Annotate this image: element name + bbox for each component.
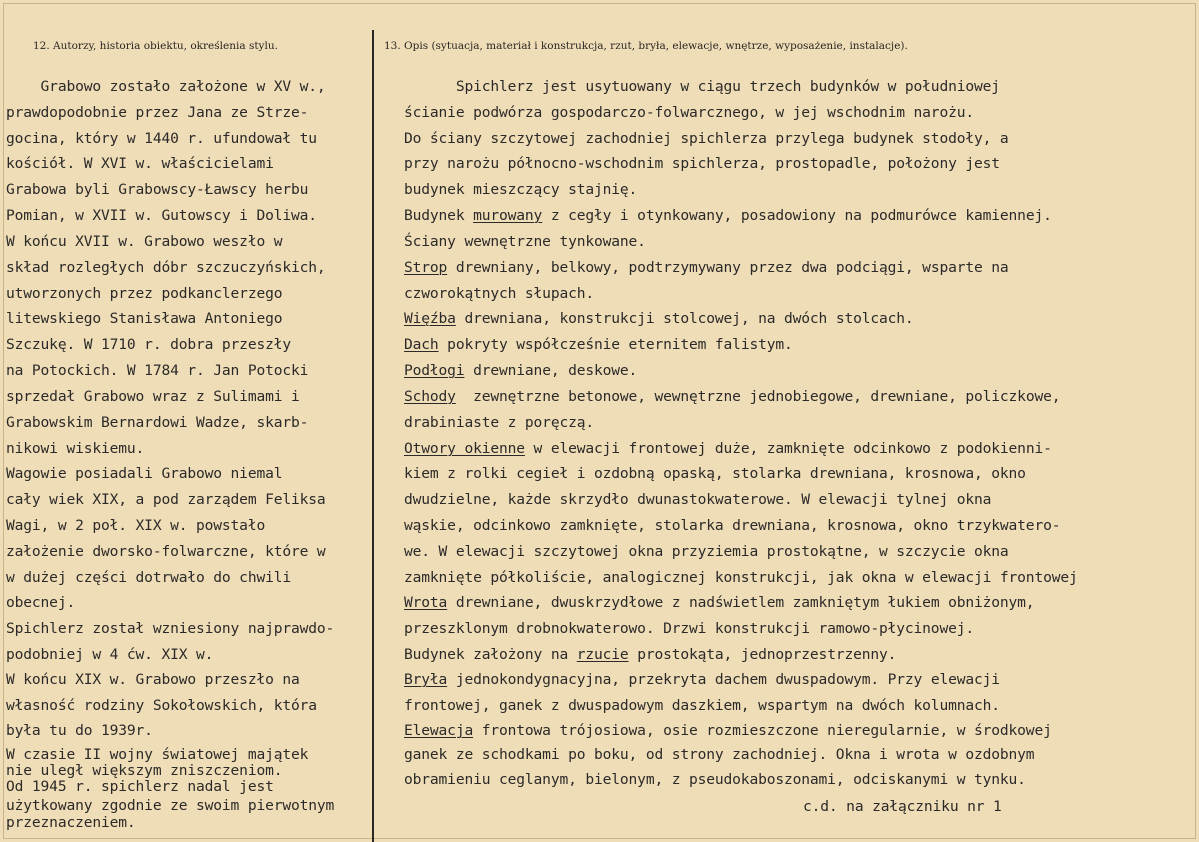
history-line: użytkowany zgodnie ze swoim pierwotnym (6, 797, 335, 814)
history-line: W końcu XVII w. Grabowo weszło w (6, 233, 283, 250)
line-text: prostokąta, jednoprzestrzenny. (628, 646, 897, 663)
column-divider (372, 30, 374, 842)
line-text: Budynek (404, 207, 474, 224)
history-line: W czasie II wojny światowej majątek (6, 746, 309, 763)
underlined-keyword: Otwory okienne (404, 440, 525, 457)
description-line (404, 671, 1000, 688)
line-text: drewniany, belkowy, podtrzymywany przez dwa podciągi, wsparte na (447, 259, 1009, 276)
description-line (404, 388, 1060, 405)
description-line (404, 181, 637, 198)
history-line: Grabowskim Bernardowi Wadze, skarb- (6, 414, 309, 431)
description-line (404, 543, 1009, 560)
description-line (404, 569, 1078, 586)
history-line: przeznaczeniem. (6, 814, 136, 831)
underlined-keyword: Bryła (404, 671, 448, 688)
history-line: kościół. W XVI w. właścicielami (6, 155, 274, 172)
description-line (404, 336, 793, 353)
line-text: frontowej, ganek z dwuspadowym daszkiem, wspartym na dwóch kolumnach. (404, 697, 1000, 714)
underlined-keyword: Schody (404, 388, 456, 405)
history-line: była tu do 1939r. (6, 722, 153, 739)
history-line: Od 1945 r. spichlerz nadal jest (6, 778, 274, 795)
underlined-keyword: Wrota (404, 594, 448, 611)
history-line: obecnej. (6, 594, 76, 611)
line-text: pokryty współcześnie eternitem falistym. (438, 336, 793, 353)
line-text: drewniane, deskowe. (464, 362, 638, 379)
line-text: wąskie, odcinkowo zamknięte, stolarka drewniana, krosnowa, okno trzykwatero- (404, 517, 1061, 534)
line-text: ścianie podwórza gospodarczo-folwarcznego, w jej wschodnim narożu. (404, 104, 974, 121)
description-line (404, 594, 1034, 611)
description-line (404, 285, 594, 302)
line-text: drewniana, konstrukcji stolcowej, na dwóch stolcach. (455, 310, 914, 327)
line-text: z cegły i otynkowany, posadowiony na podmurówce kamiennej. (542, 207, 1052, 224)
description-line (404, 746, 1034, 763)
line-text: Do ściany szczytowej zachodniej spichlerza przylega budynek stodoły, a (404, 130, 1009, 147)
history-line: Spichlerz został wzniesiony najprawdo- (6, 620, 335, 637)
description-line (404, 697, 1000, 714)
history-line: na Potockich. W 1784 r. Jan Potocki (6, 362, 309, 379)
description-line (404, 771, 1026, 788)
line-text: kiem z rolki cegieł i ozdobną opaską, stolarka drewniana, krosnowa, okno (404, 465, 1026, 482)
underlined-keyword: murowany (473, 207, 543, 224)
description-line (404, 491, 991, 508)
line-text: drabiniaste z poręczą. (404, 414, 594, 431)
section-13-header: 13. Opis (sytuacja, materiał i konstrukcja, rzut, bryła, elewacje, wnętrze, wyposażenie, instalacje). (384, 40, 908, 52)
line-text: w elewacji frontowej duże, zamknięte odcinkowo z podokienni- (524, 440, 1052, 457)
history-line: litewskiego Stanisława Antoniego (6, 310, 283, 327)
line-text: Spichlerz jest usytuowany w ciągu trzech budynków w południowej (404, 78, 1000, 95)
history-line: Wagowie posiadali Grabowo niemal (6, 465, 283, 482)
history-line: Szczukę. W 1710 r. dobra przeszły (6, 336, 291, 353)
line-text: frontowa trójosiowa, osie rozmieszczone nieregularnie, w środkowej (473, 722, 1052, 739)
history-line: cały wiek XIX, a pod zarządem Feliksa (6, 491, 326, 508)
description-line (404, 646, 896, 663)
line-text: zamknięte półkoliście, analogicznej konstrukcji, jak okna w elewacji frontowej (404, 569, 1078, 586)
description-line (404, 310, 914, 327)
history-line: utworzonych przez podkanclerzego (6, 285, 283, 302)
history-line: Grabowa byli Grabowscy-Ławscy herbu (6, 181, 309, 198)
history-line: skład rozległych dóbr szczuczyńskich, (6, 259, 326, 276)
history-line: własność rodziny Sokołowskich, która (6, 697, 317, 714)
continuation-note: c.d. na załączniku nr 1 (803, 798, 1002, 815)
description-line (404, 722, 1052, 739)
description-line (404, 233, 646, 250)
underlined-keyword: Więźba (404, 310, 456, 327)
section-12-header: 12. Autorzy, historia obiektu, określenia stylu. (33, 40, 278, 52)
history-line: w dużej części dotrwało do chwili (6, 569, 291, 586)
description-line (404, 259, 1009, 276)
history-line: W końcu XIX w. Grabowo przeszło na (6, 671, 300, 688)
history-line: prawdopodobnie przez Jana ze Strze- (6, 104, 309, 121)
line-text: dwudzielne, każde skrzydło dwunastokwaterowe. W elewacji tylnej okna (404, 491, 992, 508)
history-line: podobniej w 4 ćw. XIX w. (6, 646, 214, 663)
underlined-keyword: Elewacja (404, 722, 474, 739)
description-line (404, 517, 1060, 534)
line-text: we. W elewacji szczytowej okna przyziemia prostokątne, w szczycie okna (404, 543, 1009, 560)
description-line (404, 414, 594, 431)
description-line (404, 362, 637, 379)
line-text: zewnętrzne betonowe, wewnętrzne jednobiegowe, drewniane, policzkowe, (455, 388, 1061, 405)
history-line: Wagi, w 2 poł. XIX w. powstało (6, 517, 266, 534)
description-line (404, 620, 974, 637)
description-line (404, 465, 1026, 482)
description-line (404, 104, 974, 121)
history-line: nie uległ większym zniszczeniom. (6, 762, 283, 779)
history-line: Pomian, w XVII w. Gutowscy i Doliwa. (6, 207, 317, 224)
history-line: sprzedał Grabowo wraz z Sulimami i (6, 388, 300, 405)
description-line (404, 130, 1009, 147)
underlined-keyword: Dach (404, 336, 439, 353)
line-text: czworokątnych słupach. (404, 285, 594, 302)
history-line: nikowi wiskiemu. (6, 440, 145, 457)
underlined-keyword: Strop (404, 259, 448, 276)
description-line (404, 207, 1052, 224)
history-line: gocina, który w 1440 r. ufundował tu (6, 130, 317, 147)
history-line: Grabowo zostało założone w XV w., (6, 78, 326, 95)
line-text: Ściany wewnętrzne tynkowane. (404, 233, 646, 250)
description-line (404, 78, 1000, 95)
description-line (404, 440, 1052, 457)
underlined-keyword: rzucie (576, 646, 629, 663)
description-line (404, 155, 1000, 172)
line-text: budynek mieszczący stajnię. (404, 181, 638, 198)
line-text: przy narożu północno-wschodnim spichlerza, prostopadle, położony jest (404, 155, 1000, 172)
underlined-keyword: Podłogi (404, 362, 465, 379)
line-text: ganek ze schodkami po boku, od strony zachodniej. Okna i wrota w ozdobnym (404, 746, 1035, 763)
line-text: jednokondygnacyjna, przekryta dachem dwuspadowym. Przy elewacji (447, 671, 1000, 688)
line-text: drewniane, dwuskrzydłowe z nadświetlem zamkniętym łukiem obniżonym, (447, 594, 1035, 611)
line-text: Budynek założony na (404, 646, 577, 663)
line-text: przeszklonym drobnokwaterowo. Drzwi konstrukcji ramowo-płycinowej. (404, 620, 974, 637)
history-line: założenie dworsko-folwarczne, które w (6, 543, 326, 560)
line-text: obramieniu ceglanym, bielonym, z pseudokaboszonami, odciskanymi w tynku. (404, 771, 1026, 788)
